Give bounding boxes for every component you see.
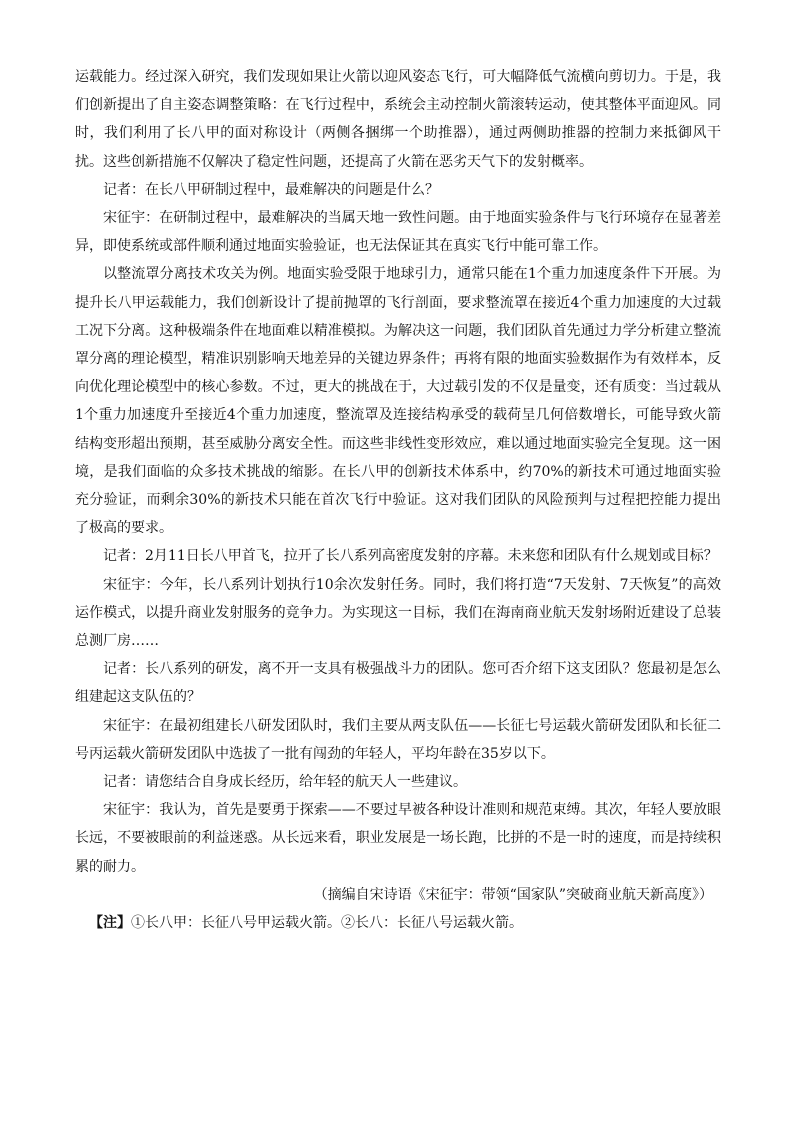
paragraph-answer: 宋征宇：在最初组建长八研发团队时，我们主要从两支队伍——长征七号运载火箭研发团队和长征二号丙运载火箭研发团队中选拔了一批有闯劲的年轻人，平均年龄在35岁以下。 (75, 717, 721, 762)
paragraph-answer: 宋征宇：我认为，首先是要勇于探索——不要过早被各种设计准则和规范束缚。其次，年轻人要放眼长远，不要被眼前的利益迷惑。从长远来看，职业发展是一场长跑，比拼的不是一时的速度，而是持续积累的耐力。 (75, 802, 721, 875)
paragraph-continued: 运载能力。经过深入研究，我们发现如果让火箭以迎风姿态飞行，可大幅降低气流横向剪切力。于是，我们创新提出了自主姿态调整策略：在飞行过程中，系统会主动控制火箭滚转运动，使其整体平面迎风。同时，我们利用了长八甲的面对称设计（两侧各捆绑一个助推器），通过两侧助推器的控制力来抵御风干扰。这些创新措施不仅解决了稳定性问题，还提高了火箭在恶劣天气下的发射概率。 (75, 69, 721, 170)
footnote (75, 909, 721, 937)
paragraph-reporter-question: 记者：请您结合自身成长经历，给年轻的航天人一些建议。 (103, 774, 467, 791)
footnote-text: ①长八甲：长征八号甲运载火箭。②长八：长征八号运载火箭。 (131, 915, 523, 932)
paragraph-reporter-question: 记者：在长八甲研制过程中，最难解决的问题是什么？ (103, 181, 439, 198)
document-page (75, 63, 721, 937)
source-citation: （摘编自宋诗语《宋征宇：带领“国家队”突破商业航天新高度》） (313, 886, 713, 903)
paragraph-reporter-question: 记者：长八系列的研发，离不开一支具有极强战斗力的团队。您可否介绍下这支团队？您最初是怎么组建起这支队伍的？ (75, 661, 721, 706)
paragraph-body: 以整流罩分离技术攻关为例。地面实验受限于地球引力，通常只能在1个重力加速度条件下开展。为提升长八甲运载能力，我们创新设计了提前抛罩的飞行剖面，要求整流罩在接近4个重力加速度的大过载工况下分离。这种极端条件在地面难以精准模拟。为解决这一问题，我们团队首先通过力学分析建立整流罩分离的理论模型，精准识别影响天地差异的关键边界条件；再将有限的地面实验数据作为有效样本，反向优化理论模型中的核心参数。不过，更大的挑战在于，大过载引发的不仅是量变，还有质变：当过载从1个重力加速度升至接近4个重力加速度，整流罩及连接结构承受的载荷呈几何倍数增长，可能导致火箭结构变形超出预期，甚至威胁分离安全性。而这些非线性变形效应，难以通过地面实验完全复现。这一困境，是我们面临的众多技术挑战的缩影。在长八甲的创新技术体系中，约70%的新技术可通过地面实验充分验证，而剩余30%的新技术只能在首次飞行中验证。这对我们团队的风险预判与过程把控能力提出了极高的要求。 (75, 266, 721, 537)
footnote-tag: 【注】 (89, 915, 131, 932)
paragraph-reporter-question: 记者：2月11日长八甲首飞，拉开了长八系列高密度发射的序幕。未来您和团队有什么规划或目标？ (103, 548, 718, 565)
paragraph-answer: 宋征宇：今年，长八系列计划执行10余次发射任务。同时，我们将打造“7天发射、7天恢复”的高效运作模式，以提升商业发射服务的竞争力。为实现这一目标，我们在海南商业航天发射场附近建设了总装总测厂房…… (75, 576, 721, 650)
paragraph-answer: 宋征宇：在研制过程中，最难解决的当属天地一致性问题。由于地面实验条件与飞行环境存在显著差异，即使系统或部件顺利通过地面实验验证，也无法保证其在真实飞行中能可靠工作。 (75, 210, 721, 255)
